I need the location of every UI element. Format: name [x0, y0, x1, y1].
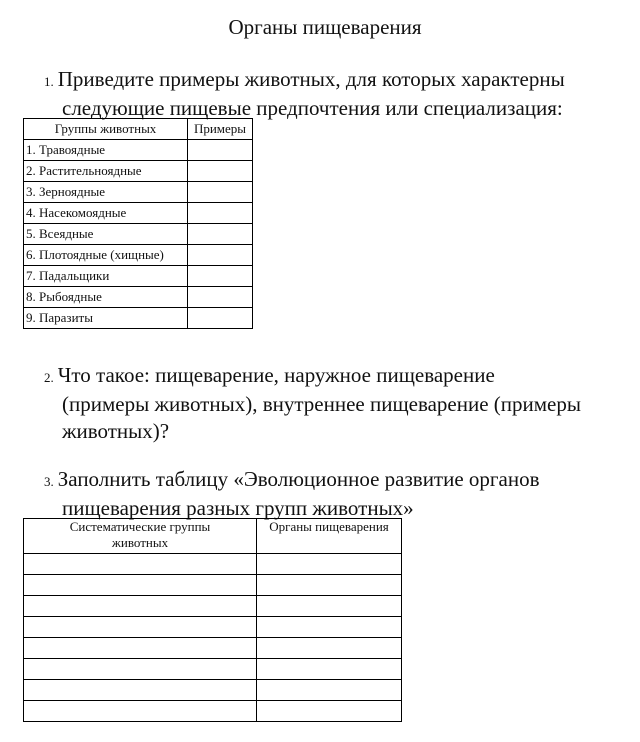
question-2	[44, 362, 581, 445]
group-cell: 5. Всеядные	[24, 224, 188, 245]
table-row	[24, 617, 402, 638]
group-cell: 4. Насекомоядные	[24, 203, 188, 224]
examples-cell[interactable]	[188, 203, 253, 224]
table-row	[24, 575, 402, 596]
question-1-line-1: Приведите примеры животных, для которых характерны	[57, 67, 565, 91]
examples-cell[interactable]	[188, 182, 253, 203]
examples-cell[interactable]	[188, 308, 253, 329]
group-cell: 1. Травоядные	[24, 140, 188, 161]
question-3-line-2: пищеварения разных групп животных»	[62, 496, 414, 520]
question-3-number: 3.	[44, 474, 54, 489]
group-cell: 3. Зерноядные	[24, 182, 188, 203]
question-3-line-1: Заполнить таблицу «Эволюционное развитие органов	[57, 467, 540, 491]
table-row	[24, 245, 253, 266]
organs-cell[interactable]	[257, 701, 402, 722]
question-2-line-1: Что такое: пищеварение, наружное пищеварение	[57, 363, 495, 387]
table-row	[24, 701, 402, 722]
group-cell: 9. Паразиты	[24, 308, 188, 329]
question-1-number: 1.	[44, 74, 54, 89]
group-cell[interactable]	[24, 554, 257, 575]
table-row	[24, 554, 402, 575]
column-header-digestive-organs: Органы пищеварения	[257, 519, 402, 554]
group-cell[interactable]	[24, 617, 257, 638]
column-header-systematic-groups	[24, 519, 257, 554]
table-row	[24, 596, 402, 617]
table-row	[24, 140, 253, 161]
examples-cell[interactable]	[188, 245, 253, 266]
table-row	[24, 638, 402, 659]
column-header-examples: Примеры	[188, 119, 253, 140]
question-2-number: 2.	[44, 370, 54, 385]
group-cell[interactable]	[24, 680, 257, 701]
table-row	[24, 287, 253, 308]
column-header-animal-groups: Группы животных	[24, 119, 188, 140]
column-header-systematic-groups-line-2: животных	[111, 535, 169, 550]
group-cell[interactable]	[24, 701, 257, 722]
organs-cell[interactable]	[257, 575, 402, 596]
group-cell: 8. Рыбоядные	[24, 287, 188, 308]
table-row	[24, 161, 253, 182]
examples-cell[interactable]	[188, 266, 253, 287]
organs-cell[interactable]	[257, 638, 402, 659]
page-title: Органы пищеварения	[228, 15, 422, 39]
group-cell: 7. Падальщики	[24, 266, 188, 287]
group-cell[interactable]	[24, 596, 257, 617]
table-row	[24, 680, 402, 701]
group-cell: 2. Растительноядные	[24, 161, 188, 182]
question-1-line-2: следующие пищевые предпочтения или специализация:	[62, 96, 563, 120]
question-2-line-2: (примеры животных), внутреннее пищеварение (примеры	[62, 392, 581, 416]
organs-cell[interactable]	[257, 596, 402, 617]
organs-cell[interactable]	[257, 659, 402, 680]
group-cell[interactable]	[24, 659, 257, 680]
table-row	[24, 224, 253, 245]
organs-cell[interactable]	[257, 617, 402, 638]
table-header-row	[24, 519, 402, 554]
question-3	[44, 466, 540, 522]
organs-cell[interactable]	[257, 554, 402, 575]
examples-cell[interactable]	[188, 287, 253, 308]
examples-cell[interactable]	[188, 140, 253, 161]
organs-cell[interactable]	[257, 680, 402, 701]
group-cell[interactable]	[24, 575, 257, 596]
evolution-table	[23, 518, 402, 722]
table-row	[24, 659, 402, 680]
examples-cell[interactable]	[188, 224, 253, 245]
table-row	[24, 308, 253, 329]
food-preferences-table	[23, 118, 253, 329]
question-2-line-3: животных)?	[62, 419, 170, 443]
table-row	[24, 203, 253, 224]
table-row	[24, 266, 253, 287]
table-row	[24, 182, 253, 203]
column-header-systematic-groups-line-1: Систематические группы	[69, 519, 211, 534]
question-1	[44, 66, 565, 122]
examples-cell[interactable]	[188, 161, 253, 182]
group-cell: 6. Плотоядные (хищные)	[24, 245, 188, 266]
group-cell[interactable]	[24, 638, 257, 659]
table-header-row	[24, 119, 253, 140]
